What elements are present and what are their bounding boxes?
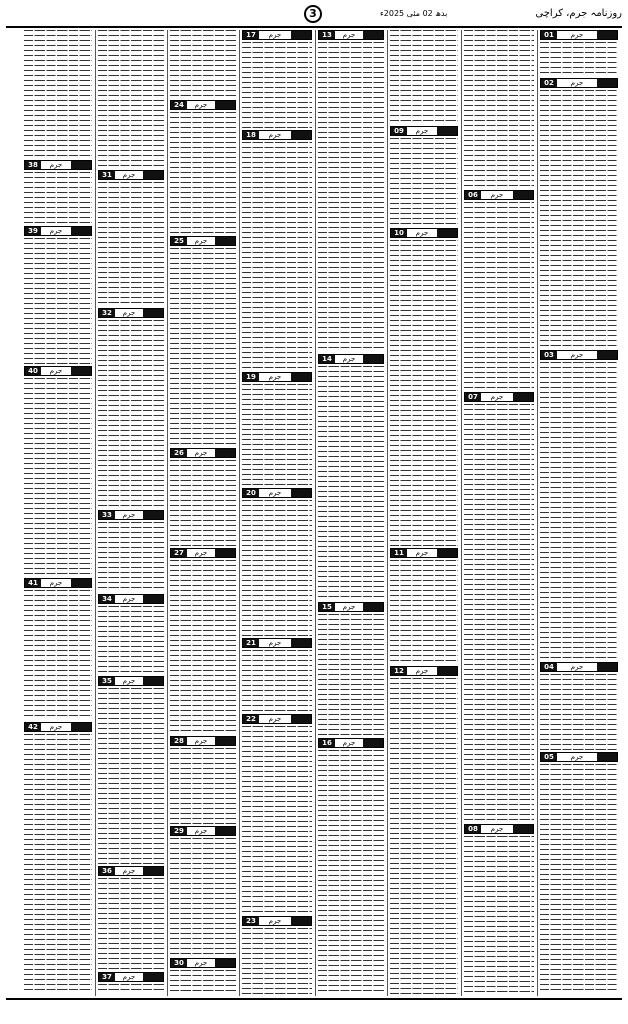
notice-body-text xyxy=(318,614,384,736)
newspaper-logo-icon xyxy=(143,867,163,875)
notice-number: 21 xyxy=(243,639,259,647)
notice-header xyxy=(242,30,312,40)
notice-label: جرم xyxy=(122,309,136,317)
notice-header xyxy=(318,354,384,364)
notice-body-text xyxy=(242,928,312,994)
notice-label: جرم xyxy=(490,191,504,199)
newspaper-logo-icon xyxy=(363,355,383,363)
notice-header xyxy=(242,488,312,498)
masthead-rule xyxy=(6,26,622,28)
notice-number: 42 xyxy=(25,723,41,731)
column-2 xyxy=(462,30,536,996)
column-3 xyxy=(388,30,460,996)
notice-number: 13 xyxy=(319,31,335,39)
notice-header xyxy=(540,78,618,88)
newspaper-logo-icon xyxy=(215,549,235,557)
newspaper-logo-icon xyxy=(291,31,311,39)
newspaper-logo-icon xyxy=(215,827,235,835)
notice-header xyxy=(170,100,236,110)
notice-header xyxy=(540,752,618,762)
notice-header xyxy=(390,126,458,136)
notice-body-text xyxy=(242,42,312,128)
notice-header xyxy=(170,958,236,968)
newspaper-logo-icon xyxy=(143,677,163,685)
notice-header xyxy=(170,548,236,558)
notice-body-text xyxy=(390,560,458,664)
newspaper-logo-icon xyxy=(437,549,457,557)
notice-label: جرم xyxy=(49,579,63,587)
notice-body-text xyxy=(24,378,92,576)
newspaper-logo-icon xyxy=(143,973,163,981)
newspaper-logo-icon xyxy=(215,449,235,457)
newspaper-logo-icon xyxy=(143,511,163,519)
notice-label: جرم xyxy=(570,31,584,39)
notice-header xyxy=(540,30,618,40)
notice-number: 05 xyxy=(541,753,557,761)
notice-header xyxy=(242,916,312,926)
column-divider xyxy=(95,30,96,996)
notice-header xyxy=(98,676,164,686)
notice-body-text xyxy=(464,30,534,188)
notice-header xyxy=(390,228,458,238)
newspaper-logo-icon xyxy=(71,723,91,731)
notice-number: 19 xyxy=(243,373,259,381)
notice-body-text xyxy=(98,320,164,508)
notice-number: 22 xyxy=(243,715,259,723)
newspaper-logo-icon xyxy=(363,739,383,747)
notice-number: 30 xyxy=(171,959,187,967)
notice-body-text xyxy=(540,764,618,994)
notice-number: 06 xyxy=(465,191,481,199)
notice-label: جرم xyxy=(342,603,356,611)
notice-number: 34 xyxy=(99,595,115,603)
column-1 xyxy=(538,30,620,996)
notice-number: 26 xyxy=(171,449,187,457)
notice-number: 33 xyxy=(99,511,115,519)
notice-body-text xyxy=(98,30,164,168)
notice-number: 20 xyxy=(243,489,259,497)
newspaper-logo-icon xyxy=(291,639,311,647)
notice-label: جرم xyxy=(342,739,356,747)
notice-label: جرم xyxy=(194,959,208,967)
notice-number: 16 xyxy=(319,739,335,747)
notice-header xyxy=(98,308,164,318)
notice-number: 35 xyxy=(99,677,115,685)
notice-label: جرم xyxy=(415,127,429,135)
notice-body-text xyxy=(242,650,312,712)
newspaper-logo-icon xyxy=(215,237,235,245)
notice-body-text xyxy=(540,362,618,660)
notice-body-text xyxy=(170,248,236,446)
notice-number: 12 xyxy=(391,667,407,675)
notice-number: 11 xyxy=(391,549,407,557)
newspaper-logo-icon xyxy=(291,131,311,139)
notice-body-text xyxy=(98,182,164,306)
notice-header xyxy=(98,972,164,982)
newspaper-logo-icon xyxy=(71,161,91,169)
notice-body-text xyxy=(242,726,312,914)
column-divider xyxy=(537,30,538,996)
newspaper-logo-icon xyxy=(513,393,533,401)
notice-number: 39 xyxy=(25,227,41,235)
notice-number: 07 xyxy=(465,393,481,401)
notice-label: جرم xyxy=(415,229,429,237)
newspaper-logo-icon xyxy=(215,959,235,967)
notice-number: 24 xyxy=(171,101,187,109)
newspaper-logo-icon xyxy=(437,127,457,135)
notice-body-text xyxy=(464,836,534,994)
notice-number: 09 xyxy=(391,127,407,135)
column-divider xyxy=(461,30,462,996)
newspaper-logo-icon xyxy=(513,825,533,833)
notice-number: 02 xyxy=(541,79,557,87)
newspaper-logo-icon xyxy=(215,737,235,745)
notice-body-text xyxy=(170,460,236,546)
notice-header xyxy=(24,160,92,170)
column-6 xyxy=(168,30,238,996)
newspaper-logo-icon xyxy=(291,489,311,497)
notice-body-text xyxy=(390,240,458,546)
notice-body-text xyxy=(390,30,458,124)
notice-label: جرم xyxy=(490,825,504,833)
newspaper-logo-icon xyxy=(143,309,163,317)
notice-header xyxy=(318,30,384,40)
notice-label: جرم xyxy=(268,489,282,497)
newspaper-logo-icon xyxy=(143,595,163,603)
notice-label: جرم xyxy=(122,867,136,875)
notice-header xyxy=(98,866,164,876)
notice-label: جرم xyxy=(194,827,208,835)
publication-name: روزنامہ جرم، کراچی xyxy=(535,8,622,19)
notice-body-text xyxy=(170,838,236,956)
masthead xyxy=(0,0,628,28)
notice-number: 40 xyxy=(25,367,41,375)
notice-label: جرم xyxy=(342,31,356,39)
notice-header xyxy=(464,190,534,200)
notice-body-text xyxy=(170,970,236,994)
notice-label: جرم xyxy=(342,355,356,363)
notice-header xyxy=(170,448,236,458)
notice-label: جرم xyxy=(268,373,282,381)
notice-label: جرم xyxy=(490,393,504,401)
notice-header xyxy=(242,372,312,382)
date-line: بدھ 02 مئی 2025ء xyxy=(380,9,448,18)
notice-body-text xyxy=(24,734,92,994)
notice-label: جرم xyxy=(194,549,208,557)
notice-body-text xyxy=(242,500,312,636)
notice-body-text xyxy=(540,42,618,76)
newspaper-logo-icon xyxy=(437,229,457,237)
notice-label: جرم xyxy=(194,449,208,457)
notice-number: 14 xyxy=(319,355,335,363)
notice-header xyxy=(98,594,164,604)
notice-body-text xyxy=(24,590,92,720)
notice-body-text xyxy=(98,688,164,864)
notice-label: جرم xyxy=(49,227,63,235)
column-5 xyxy=(240,30,314,996)
notice-label: جرم xyxy=(268,639,282,647)
notice-number: 03 xyxy=(541,351,557,359)
column-4 xyxy=(316,30,386,996)
notice-label: جرم xyxy=(415,667,429,675)
notice-label: جرم xyxy=(570,663,584,671)
notice-body-text xyxy=(318,42,384,352)
notice-header xyxy=(98,510,164,520)
notice-body-text xyxy=(170,560,236,734)
notice-header xyxy=(24,578,92,588)
newspaper-logo-icon xyxy=(437,667,457,675)
notice-header xyxy=(242,714,312,724)
notice-header xyxy=(170,826,236,836)
notice-number: 36 xyxy=(99,867,115,875)
notice-body-text xyxy=(170,112,236,234)
notice-number: 38 xyxy=(25,161,41,169)
notice-body-text xyxy=(24,172,92,224)
notice-number: 37 xyxy=(99,973,115,981)
notice-label: جرم xyxy=(268,715,282,723)
notice-label: جرم xyxy=(49,161,63,169)
notice-label: جرم xyxy=(122,973,136,981)
notice-label: جرم xyxy=(122,595,136,603)
notice-number: 27 xyxy=(171,549,187,557)
column-divider xyxy=(167,30,168,996)
newspaper-logo-icon xyxy=(215,101,235,109)
newspaper-logo-icon xyxy=(143,171,163,179)
notice-header xyxy=(242,638,312,648)
newspaper-logo-icon xyxy=(597,351,617,359)
notice-body-text xyxy=(242,142,312,370)
column-divider xyxy=(387,30,388,996)
notice-header xyxy=(170,736,236,746)
notice-label: جرم xyxy=(122,511,136,519)
notice-label: جرم xyxy=(415,549,429,557)
notice-number: 32 xyxy=(99,309,115,317)
notice-header xyxy=(24,722,92,732)
newspaper-logo-icon xyxy=(513,191,533,199)
newspaper-logo-icon xyxy=(71,227,91,235)
notice-number: 41 xyxy=(25,579,41,587)
newspaper-logo-icon xyxy=(597,753,617,761)
notice-header xyxy=(540,350,618,360)
notice-label: جرم xyxy=(122,171,136,179)
notice-number: 04 xyxy=(541,663,557,671)
notice-label: جرم xyxy=(49,367,63,375)
page-number: 3 xyxy=(304,5,322,23)
notice-label: جرم xyxy=(570,79,584,87)
notice-number: 18 xyxy=(243,131,259,139)
newspaper-logo-icon xyxy=(597,31,617,39)
notice-body-text xyxy=(464,404,534,822)
newspaper-logo-icon xyxy=(71,367,91,375)
notice-body-text xyxy=(242,384,312,486)
notice-header xyxy=(98,170,164,180)
notice-number: 01 xyxy=(541,31,557,39)
notice-header xyxy=(390,666,458,676)
notice-body-text xyxy=(98,522,164,592)
newspaper-logo-icon xyxy=(291,715,311,723)
column-divider xyxy=(315,30,316,996)
notice-number: 25 xyxy=(171,237,187,245)
newspaper-logo-icon xyxy=(71,579,91,587)
footer-rule xyxy=(6,998,622,1000)
notice-number: 23 xyxy=(243,917,259,925)
notice-header xyxy=(464,824,534,834)
column-divider xyxy=(239,30,240,996)
notice-header xyxy=(390,548,458,558)
notice-body-text xyxy=(24,238,92,364)
notice-body-text xyxy=(540,674,618,750)
notice-body-text xyxy=(318,750,384,994)
notice-label: جرم xyxy=(570,753,584,761)
notice-label: جرم xyxy=(268,131,282,139)
column-7 xyxy=(96,30,166,996)
notice-label: جرم xyxy=(268,917,282,925)
notice-header xyxy=(318,602,384,612)
notice-number: 17 xyxy=(243,31,259,39)
notice-body-text xyxy=(390,138,458,226)
notice-header xyxy=(170,236,236,246)
notice-body-text xyxy=(318,366,384,600)
notice-header xyxy=(540,662,618,672)
notice-body-text xyxy=(24,30,92,158)
notice-label: جرم xyxy=(194,737,208,745)
notice-body-text xyxy=(390,678,458,994)
newspaper-logo-icon xyxy=(597,663,617,671)
notice-label: جرم xyxy=(570,351,584,359)
notice-label: جرم xyxy=(49,723,63,731)
notice-header xyxy=(318,738,384,748)
notice-number: 15 xyxy=(319,603,335,611)
notice-header xyxy=(24,366,92,376)
newspaper-logo-icon xyxy=(597,79,617,87)
notice-body-text xyxy=(170,748,236,824)
notice-header xyxy=(24,226,92,236)
notice-body-text xyxy=(98,606,164,674)
notice-header xyxy=(242,130,312,140)
notice-header xyxy=(464,392,534,402)
notice-number: 28 xyxy=(171,737,187,745)
notice-body-text xyxy=(540,90,618,348)
notice-number: 08 xyxy=(465,825,481,833)
newspaper-logo-icon xyxy=(291,373,311,381)
notice-body-text xyxy=(98,984,164,994)
masthead-title xyxy=(535,8,622,19)
notice-label: جرم xyxy=(194,237,208,245)
column-8 xyxy=(22,30,94,996)
notice-body-text xyxy=(464,202,534,390)
notice-number: 10 xyxy=(391,229,407,237)
notice-number: 29 xyxy=(171,827,187,835)
notice-number: 31 xyxy=(99,171,115,179)
newspaper-logo-icon xyxy=(363,31,383,39)
notice-label: جرم xyxy=(268,31,282,39)
notice-body-text xyxy=(170,30,236,98)
notice-label: جرم xyxy=(122,677,136,685)
newspaper-logo-icon xyxy=(291,917,311,925)
newspaper-logo-icon xyxy=(363,603,383,611)
notice-body-text xyxy=(98,878,164,970)
notice-label: جرم xyxy=(194,101,208,109)
